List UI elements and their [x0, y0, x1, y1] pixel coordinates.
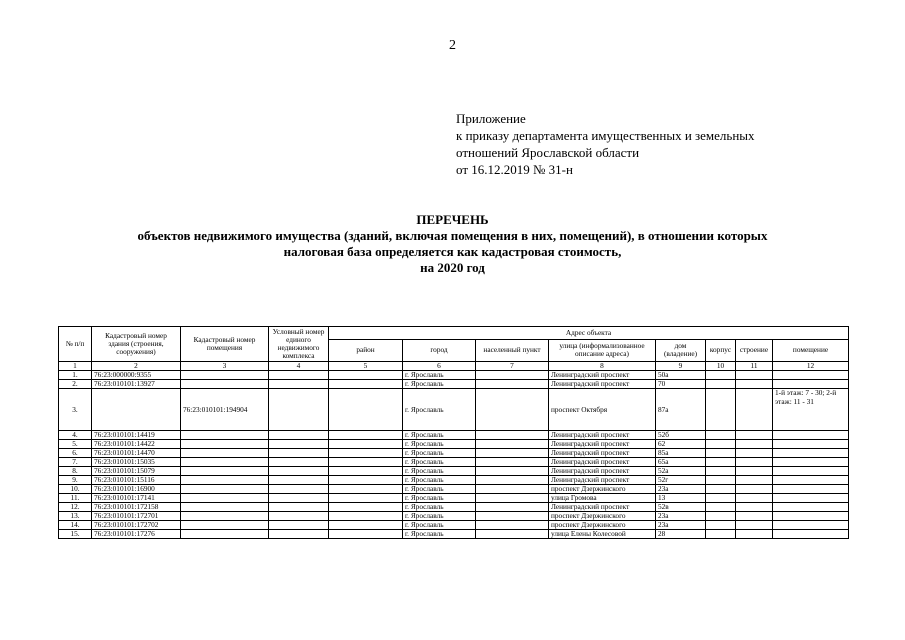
complex-number-cell [269, 494, 329, 503]
row-number-cell: 14. [59, 521, 92, 530]
premises-cadastral-cell [181, 512, 269, 521]
street-cell: Ленинградский проспект [549, 431, 656, 440]
street-cell: проспект Дзержинского [549, 521, 656, 530]
premises-cadastral-cell [181, 476, 269, 485]
complex-number-cell [269, 389, 329, 431]
korpus-cell [706, 512, 736, 521]
row-number-cell: 5. [59, 440, 92, 449]
room-cell [773, 467, 849, 476]
column-number-cell: 8 [549, 362, 656, 371]
premises-cadastral-cell [181, 458, 269, 467]
row-number-cell: 10. [59, 485, 92, 494]
house-cell: 70 [656, 380, 706, 389]
complex-number-cell [269, 467, 329, 476]
header-city: город [403, 339, 476, 361]
stroenie-cell [736, 476, 773, 485]
street-cell: Ленинградский проспект [549, 458, 656, 467]
city-cell: г. Ярославль [403, 389, 476, 431]
city-cell: г. Ярославль [403, 494, 476, 503]
stroenie-cell [736, 521, 773, 530]
building-cadastral-cell: 76:23:010101:14422 [92, 440, 181, 449]
title-line: объектов недвижимого имущества (зданий, включая помещения в них, помещений), в отношении которых [137, 228, 768, 243]
complex-number-cell [269, 512, 329, 521]
table-row [59, 431, 849, 440]
city-cell: г. Ярославль [403, 458, 476, 467]
header-street: улица (информализованное описание адреса) [549, 339, 656, 361]
korpus-cell [706, 371, 736, 380]
table-row [59, 458, 849, 467]
korpus-cell [706, 521, 736, 530]
premises-cadastral-cell [181, 380, 269, 389]
row-number-cell: 6. [59, 449, 92, 458]
header-settlement: населенный пункт [476, 339, 549, 361]
premises-cadastral-cell [181, 503, 269, 512]
table-row [59, 512, 849, 521]
korpus-cell [706, 389, 736, 431]
house-cell: 52а [656, 467, 706, 476]
stroenie-cell [736, 431, 773, 440]
korpus-cell [706, 485, 736, 494]
settlement-cell [476, 467, 549, 476]
column-number-cell: 5 [329, 362, 403, 371]
premises-cadastral-cell [181, 521, 269, 530]
city-cell: г. Ярославль [403, 521, 476, 530]
complex-number-cell [269, 431, 329, 440]
street-cell: Ленинградский проспект [549, 467, 656, 476]
room-cell [773, 485, 849, 494]
header-house: дом (владение) [656, 339, 706, 361]
header-complex-number: Условный номер единого недвижимого комплекса [269, 327, 329, 362]
header-district: район [329, 339, 403, 361]
house-cell: 52б [656, 431, 706, 440]
row-number-cell: 11. [59, 494, 92, 503]
table-row [59, 449, 849, 458]
city-cell: г. Ярославль [403, 449, 476, 458]
header-pomeshchenie: помещение [773, 339, 849, 361]
complex-number-cell [269, 485, 329, 494]
complex-number-cell [269, 380, 329, 389]
title-line: ПЕРЕЧЕНЬ [416, 212, 489, 227]
settlement-cell [476, 380, 549, 389]
district-cell [329, 512, 403, 521]
korpus-cell [706, 503, 736, 512]
building-cadastral-cell: 76:23:010101:13927 [92, 380, 181, 389]
house-cell: 52г [656, 476, 706, 485]
room-cell [773, 503, 849, 512]
building-cadastral-cell: 76:23:010101:15035 [92, 458, 181, 467]
street-cell: улица Елены Колесовой [549, 530, 656, 539]
settlement-cell [476, 512, 549, 521]
table-row [59, 380, 849, 389]
column-number-cell: 7 [476, 362, 549, 371]
column-number-cell: 11 [736, 362, 773, 371]
street-cell: Ленинградский проспект [549, 449, 656, 458]
district-cell [329, 449, 403, 458]
row-number-cell: 1. [59, 371, 92, 380]
settlement-cell [476, 449, 549, 458]
building-cadastral-cell: 76:23:000000:9355 [92, 371, 181, 380]
room-cell [773, 476, 849, 485]
stroenie-cell [736, 440, 773, 449]
building-cadastral-cell: 76:23:010101:172702 [92, 521, 181, 530]
premises-cadastral-cell: 76:23:010101:194904 [181, 389, 269, 431]
column-number-cell: 12 [773, 362, 849, 371]
room-cell: 1-й этаж: 7 - 30; 2-й этаж: 11 - 31 [773, 389, 849, 431]
header-stroenie: строение [736, 339, 773, 361]
korpus-cell [706, 440, 736, 449]
complex-number-cell [269, 503, 329, 512]
building-cadastral-cell: 76:23:010101:172701 [92, 512, 181, 521]
settlement-cell [476, 485, 549, 494]
korpus-cell [706, 431, 736, 440]
city-cell: г. Ярославль [403, 512, 476, 521]
stroenie-cell [736, 389, 773, 431]
table-body [59, 362, 849, 539]
building-cadastral-cell: 76:23:010101:15116 [92, 476, 181, 485]
house-cell: 85а [656, 449, 706, 458]
korpus-cell [706, 467, 736, 476]
table-row [59, 476, 849, 485]
room-cell [773, 512, 849, 521]
house-cell: 65а [656, 458, 706, 467]
appendix-line: отношений Ярославской области [456, 145, 640, 160]
street-cell: проспект Дзержинского [549, 485, 656, 494]
appendix-line: от 16.12.2019 № 31-н [456, 162, 573, 177]
city-cell: г. Ярославль [403, 530, 476, 539]
premises-cadastral-cell [181, 485, 269, 494]
column-number-row [59, 362, 849, 371]
complex-number-cell [269, 521, 329, 530]
room-cell [773, 440, 849, 449]
appendix-reference [456, 110, 755, 178]
building-cadastral-cell: 76:23:010101:16900 [92, 485, 181, 494]
stroenie-cell [736, 494, 773, 503]
appendix-line: к приказу департамента имущественных и земельных [456, 128, 755, 143]
building-cadastral-cell: 76:23:010101:14470 [92, 449, 181, 458]
table-row [59, 467, 849, 476]
row-number-cell: 2. [59, 380, 92, 389]
row-number-cell: 8. [59, 467, 92, 476]
header-korpus: корпус [706, 339, 736, 361]
row-number-cell: 15. [59, 530, 92, 539]
district-cell [329, 476, 403, 485]
stroenie-cell [736, 449, 773, 458]
settlement-cell [476, 371, 549, 380]
city-cell: г. Ярославль [403, 380, 476, 389]
header-premises-cadastral: Кадастровый номер помещения [181, 327, 269, 362]
house-cell: 52в [656, 503, 706, 512]
district-cell [329, 371, 403, 380]
room-cell [773, 449, 849, 458]
table-row [59, 389, 849, 431]
korpus-cell [706, 476, 736, 485]
stroenie-cell [736, 485, 773, 494]
room-cell [773, 431, 849, 440]
row-number-cell: 12. [59, 503, 92, 512]
house-cell: 23а [656, 485, 706, 494]
street-cell: проспект Дзержинского [549, 512, 656, 521]
complex-number-cell [269, 476, 329, 485]
settlement-cell [476, 440, 549, 449]
column-number-cell: 4 [269, 362, 329, 371]
room-cell [773, 371, 849, 380]
complex-number-cell [269, 440, 329, 449]
settlement-cell [476, 503, 549, 512]
room-cell [773, 521, 849, 530]
building-cadastral-cell: 76:23:010101:14419 [92, 431, 181, 440]
house-cell: 23а [656, 521, 706, 530]
page-number: 2 [449, 38, 456, 53]
premises-cadastral-cell [181, 530, 269, 539]
column-number-cell: 3 [181, 362, 269, 371]
korpus-cell [706, 449, 736, 458]
column-number-cell: 6 [403, 362, 476, 371]
column-number-cell: 9 [656, 362, 706, 371]
street-cell: Ленинградский проспект [549, 503, 656, 512]
stroenie-cell [736, 380, 773, 389]
house-cell: 13 [656, 494, 706, 503]
city-cell: г. Ярославль [403, 503, 476, 512]
district-cell [329, 431, 403, 440]
district-cell [329, 467, 403, 476]
city-cell: г. Ярославль [403, 440, 476, 449]
settlement-cell [476, 530, 549, 539]
house-cell: 50а [656, 371, 706, 380]
city-cell: г. Ярославль [403, 467, 476, 476]
building-cadastral-cell: 76:23:010101:172158 [92, 503, 181, 512]
building-cadastral-cell: 76:23:010101:17141 [92, 494, 181, 503]
stroenie-cell [736, 530, 773, 539]
row-number-cell: 3. [59, 389, 92, 431]
district-cell [329, 458, 403, 467]
room-cell [773, 380, 849, 389]
stroenie-cell [736, 512, 773, 521]
premises-cadastral-cell [181, 449, 269, 458]
title-line: на 2020 год [420, 260, 485, 275]
korpus-cell [706, 380, 736, 389]
building-cadastral-cell [92, 389, 181, 431]
district-cell [329, 389, 403, 431]
building-cadastral-cell: 76:23:010101:17276 [92, 530, 181, 539]
row-number-cell: 4. [59, 431, 92, 440]
table-row [59, 371, 849, 380]
district-cell [329, 530, 403, 539]
district-cell [329, 380, 403, 389]
table-row [59, 521, 849, 530]
street-cell: Ленинградский проспект [549, 440, 656, 449]
table-row [59, 503, 849, 512]
premises-cadastral-cell [181, 371, 269, 380]
table-row [59, 440, 849, 449]
korpus-cell [706, 530, 736, 539]
column-number-cell: 10 [706, 362, 736, 371]
building-cadastral-cell: 76:23:010101:15079 [92, 467, 181, 476]
table-row [59, 494, 849, 503]
property-registry-table [58, 326, 849, 539]
settlement-cell [476, 494, 549, 503]
room-cell [773, 530, 849, 539]
complex-number-cell [269, 371, 329, 380]
premises-cadastral-cell [181, 467, 269, 476]
room-cell [773, 494, 849, 503]
complex-number-cell [269, 449, 329, 458]
district-cell [329, 485, 403, 494]
settlement-cell [476, 476, 549, 485]
premises-cadastral-cell [181, 494, 269, 503]
korpus-cell [706, 494, 736, 503]
settlement-cell [476, 521, 549, 530]
street-cell: улица Громова [549, 494, 656, 503]
row-number-cell: 13. [59, 512, 92, 521]
district-cell [329, 440, 403, 449]
settlement-cell [476, 431, 549, 440]
row-number-cell: 7. [59, 458, 92, 467]
column-number-cell: 1 [59, 362, 92, 371]
table-row [59, 485, 849, 494]
stroenie-cell [736, 458, 773, 467]
street-cell: Ленинградский проспект [549, 371, 656, 380]
house-cell: 23а [656, 512, 706, 521]
row-number-cell: 9. [59, 476, 92, 485]
korpus-cell [706, 458, 736, 467]
header-address-group: Адрес объекта [329, 327, 849, 340]
city-cell: г. Ярославль [403, 431, 476, 440]
stroenie-cell [736, 467, 773, 476]
header-num: № п/п [59, 327, 92, 362]
district-cell [329, 494, 403, 503]
house-cell: 62 [656, 440, 706, 449]
column-number-cell: 2 [92, 362, 181, 371]
room-cell [773, 458, 849, 467]
settlement-cell [476, 458, 549, 467]
district-cell [329, 521, 403, 530]
stroenie-cell [736, 371, 773, 380]
district-cell [329, 503, 403, 512]
complex-number-cell [269, 458, 329, 467]
settlement-cell [476, 389, 549, 431]
city-cell: г. Ярославль [403, 485, 476, 494]
street-cell: Ленинградский проспект [549, 380, 656, 389]
header-building-cadastral: Кадастровый номер здания (строения, сооружения) [92, 327, 181, 362]
stroenie-cell [736, 503, 773, 512]
city-cell: г. Ярославль [403, 371, 476, 380]
house-cell: 28 [656, 530, 706, 539]
premises-cadastral-cell [181, 440, 269, 449]
document-title [0, 212, 905, 276]
street-cell: Ленинградский проспект [549, 476, 656, 485]
complex-number-cell [269, 530, 329, 539]
premises-cadastral-cell [181, 431, 269, 440]
city-cell: г. Ярославль [403, 476, 476, 485]
house-cell: 87а [656, 389, 706, 431]
street-cell: проспект Октября [549, 389, 656, 431]
appendix-line: Приложение [456, 111, 526, 126]
table-row [59, 530, 849, 539]
title-line: налоговая база определяется как кадастровая стоимость, [283, 244, 622, 259]
